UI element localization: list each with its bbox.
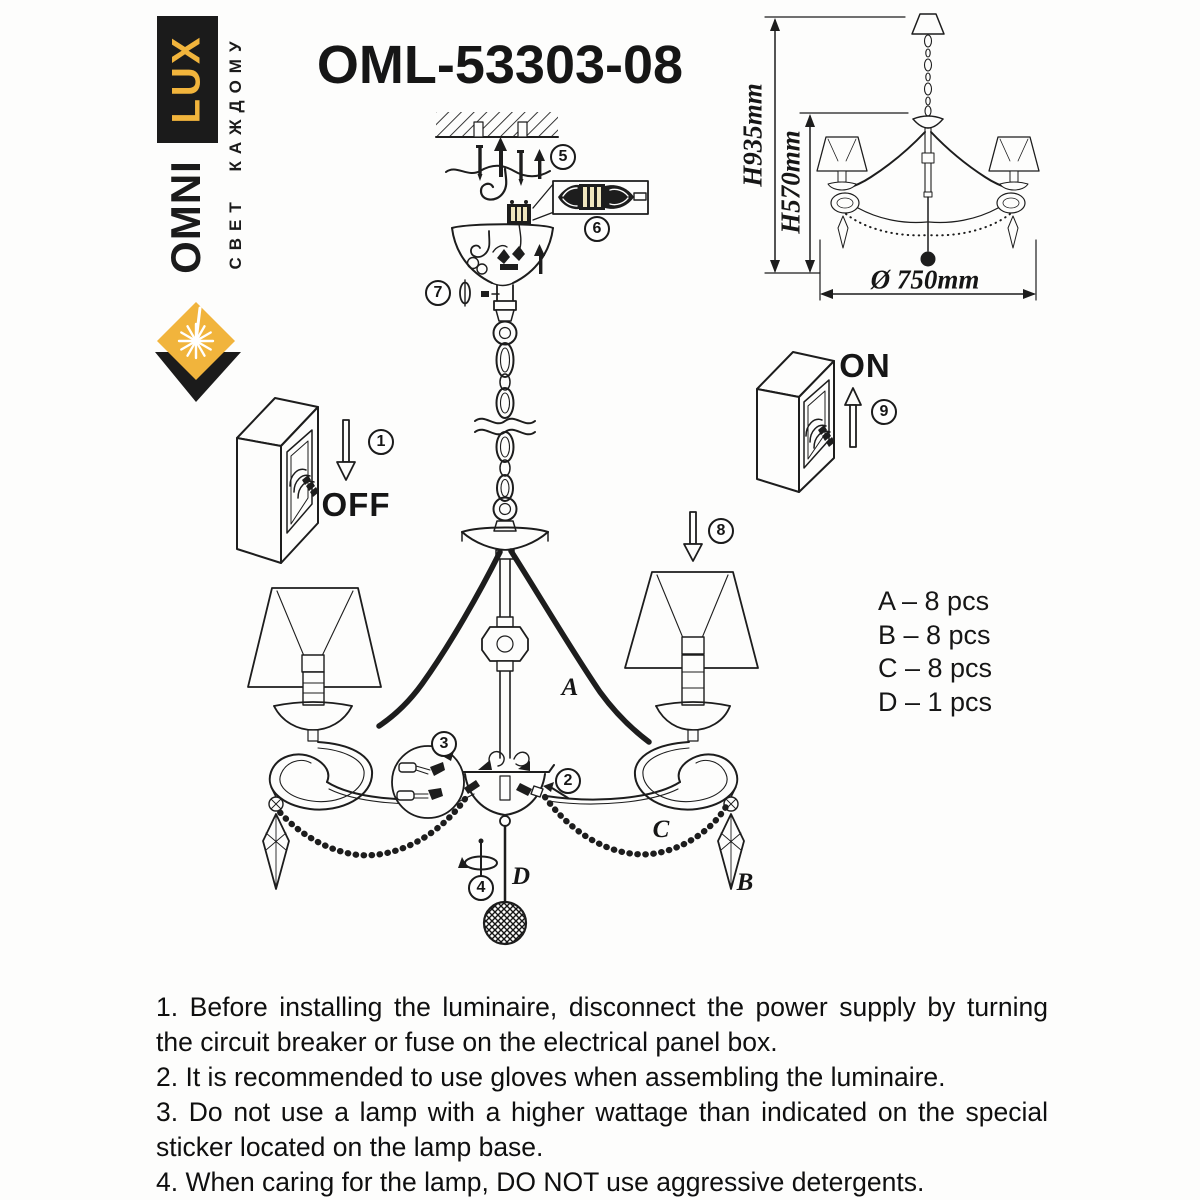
part-label-a: A [561,674,579,701]
step-1-badge: 1 [368,429,394,455]
bobeche [656,706,730,730]
part-label-d: D [511,863,531,890]
arrow-up-icon [845,388,861,447]
scroll-arm [270,742,372,810]
instructions [156,990,1048,1200]
terminal-detail-inset [533,181,648,220]
brand-emblem-icon [155,302,241,402]
part-label-b: B [736,869,754,896]
scroll-arm [635,742,737,810]
instruction-item: 4. When caring for the lamp, DO NOT use aggressive detergents. [156,1167,925,1197]
dim-height-fixture: H570mm [775,130,806,234]
step-9-badge: 9 [871,399,897,425]
instruction-item: 2. It is recommended to use gloves when assembling the luminaire. [156,1062,946,1092]
chain [475,301,535,531]
instruction-item: 3. Do not use a lamp with a higher wattage than indicated on the special sticker located on the lamp base. [156,1097,1048,1162]
step-6-badge: 6 [584,216,610,242]
parts-list-item: A – 8 pcs [878,586,990,616]
parts-list-item: D – 1 pcs [878,686,993,717]
rotate-icon [458,839,497,879]
bobeche [274,706,352,730]
step-5-badge: 5 [550,144,576,170]
instruction-item: 1. Before installing the luminaire, disconnect the power supply by turning the circuit breaker or fuse on the electrical panel box. [156,992,1048,1057]
fixture-body [462,528,548,759]
candle-sleeve [303,672,324,705]
step-4-badge: 4 [468,875,494,901]
dim-diameter: Ø 750mm [870,264,980,295]
mounting-hardware [446,137,550,200]
logo-lux: LUX [164,34,209,124]
central-hub [456,752,554,826]
on-label: ON [839,347,891,384]
hook-icon [471,231,489,257]
breaker-box-on [757,352,835,492]
ceiling-hatch [436,112,558,137]
step-3-badge: 3 [431,731,457,757]
break-marks [475,419,535,424]
arrow-up-icon [534,244,545,274]
logo-tagline: СВЕТ КАЖДОМУ [226,34,245,270]
page-title: OML-53303-08 [316,35,684,95]
parts-list [878,585,992,719]
logo-omni: OMNI [162,160,209,274]
left-branch [248,588,461,889]
step-7-badge: 7 [425,280,451,306]
breaker-box-off [237,398,319,563]
off-label: OFF [321,486,391,523]
parts-list-item: C – 8 pcs [878,653,993,683]
wire-nuts-icon [497,246,525,270]
dim-height-total: H935mm [737,83,768,187]
part-label-c: C [652,816,670,843]
candle-sleeve [682,655,704,705]
step-8-badge: 8 [708,518,734,544]
parts-list-item: B – 8 pcs [878,619,991,650]
step-2-badge: 2 [555,768,581,794]
